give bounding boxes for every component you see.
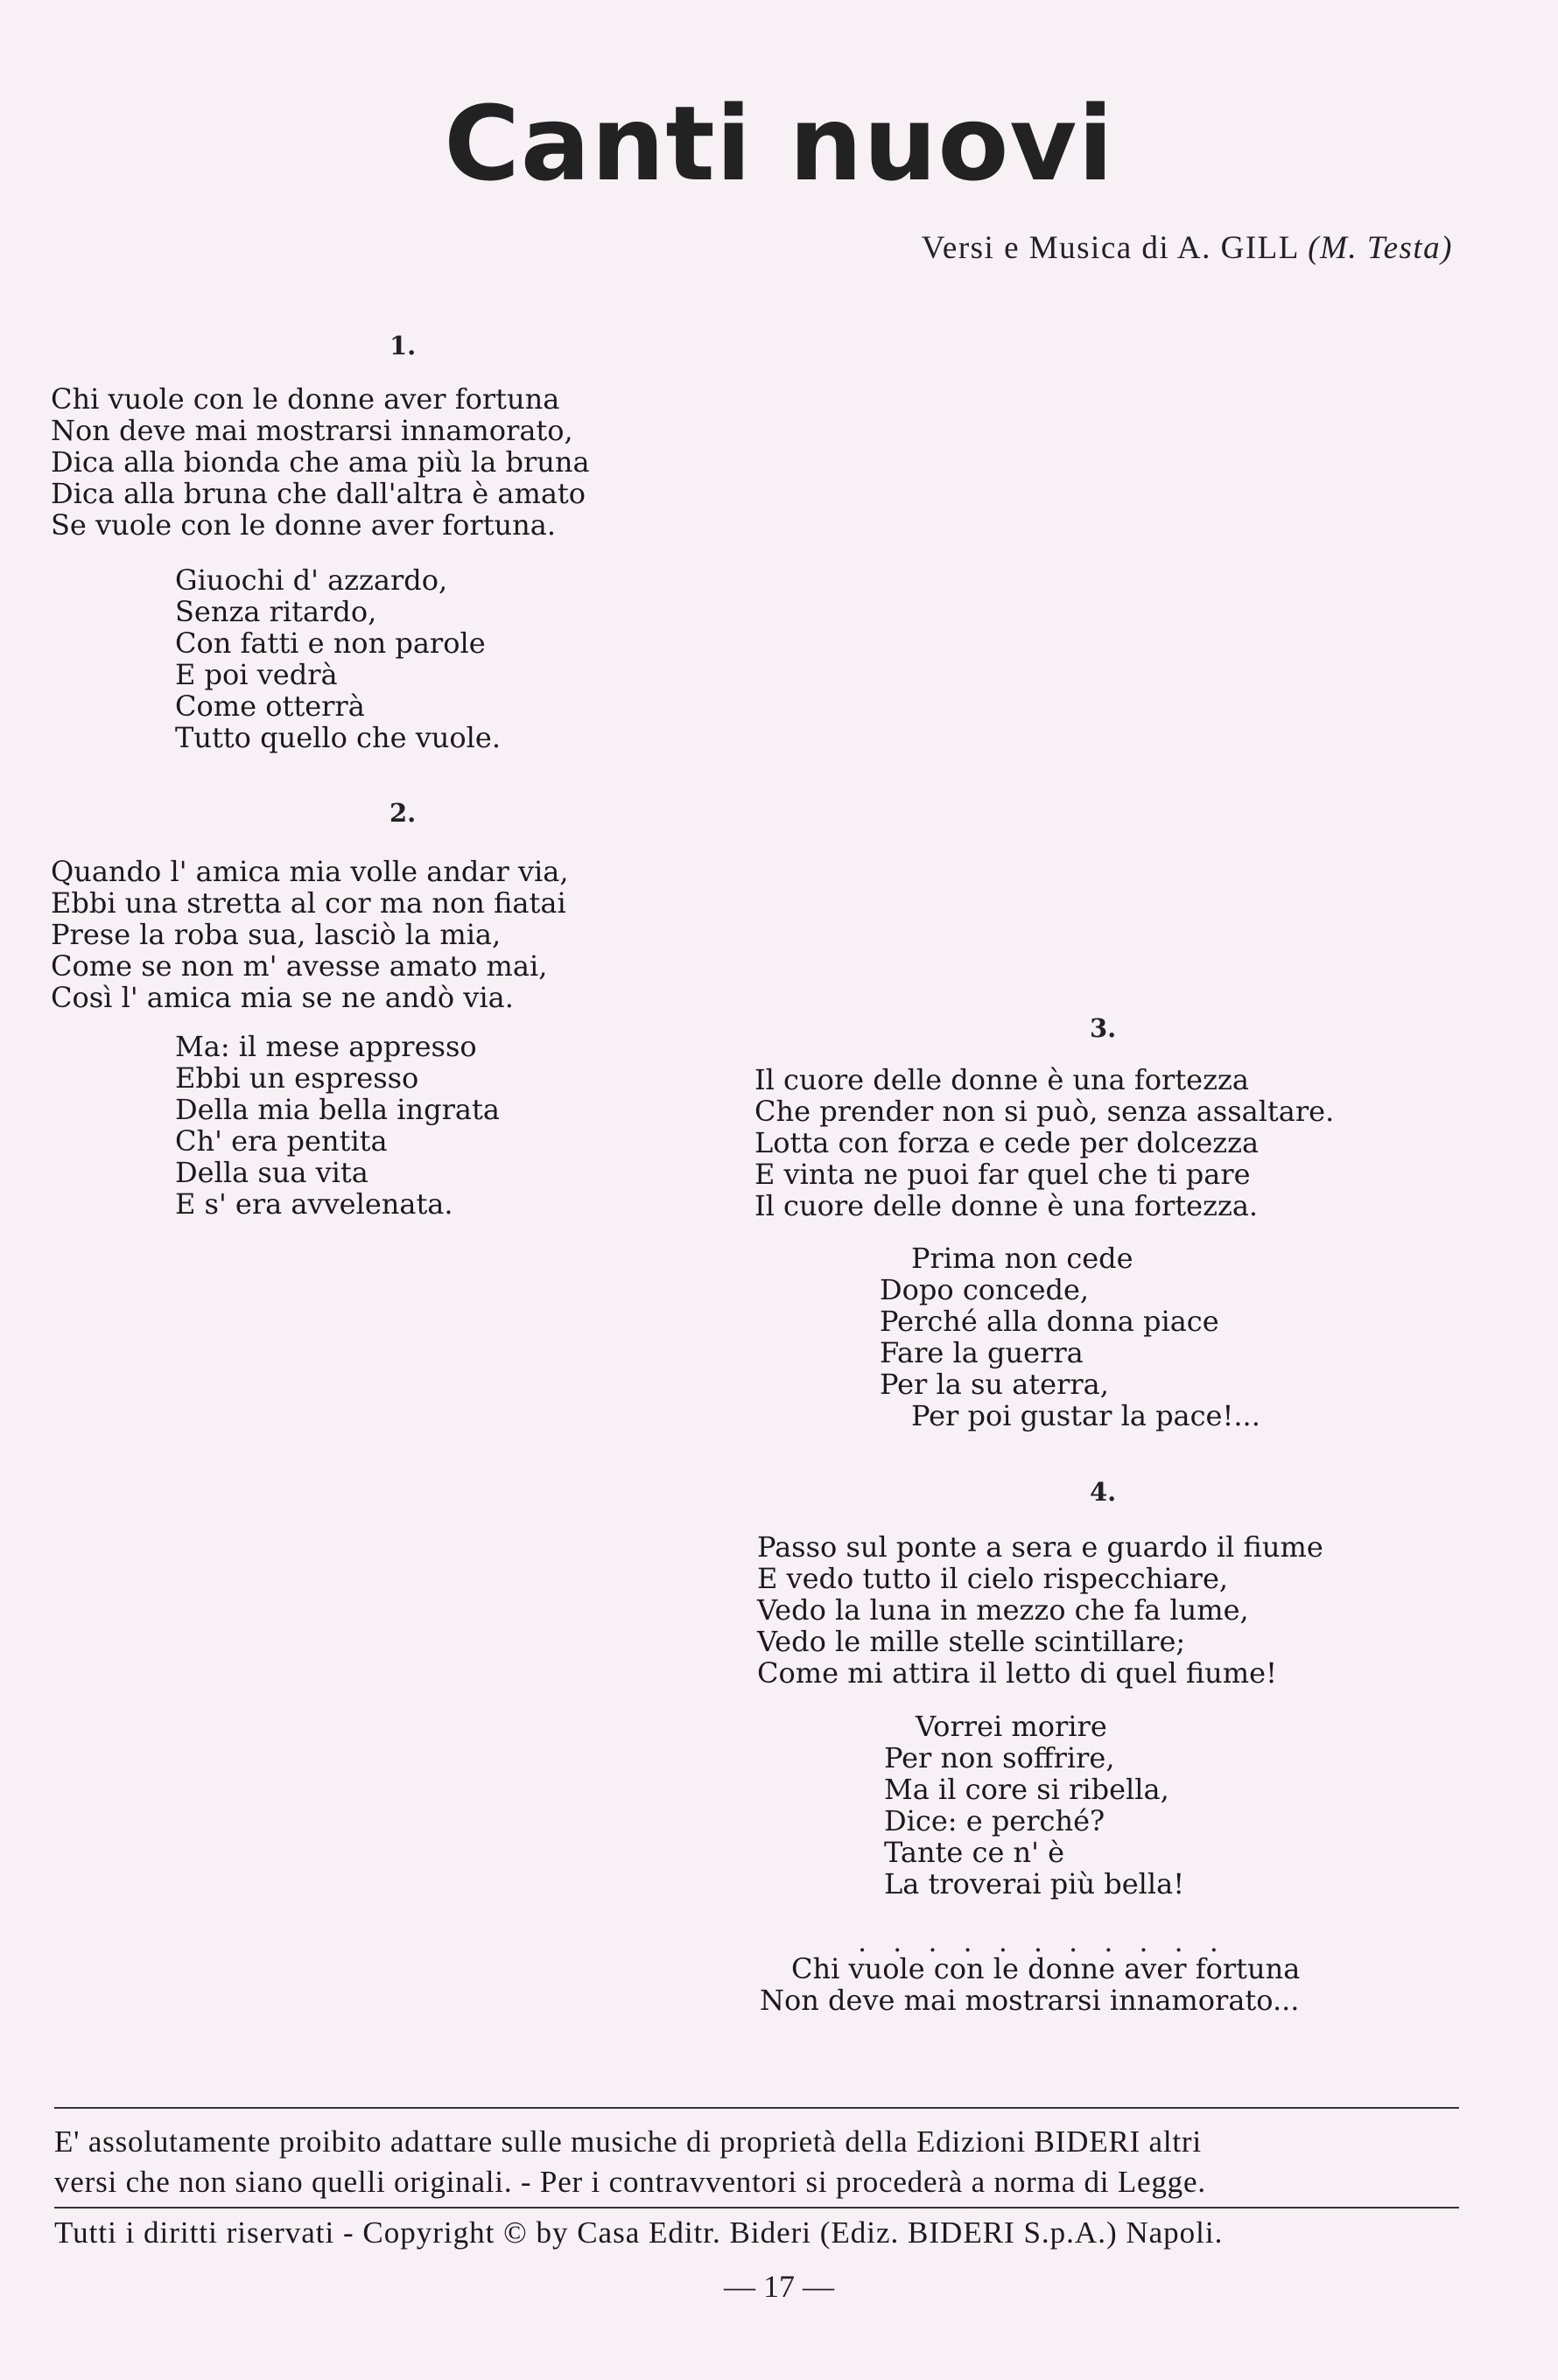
verse-line: Chi vuole con le donne aver fortuna bbox=[51, 382, 560, 416]
section-number-2: 2. bbox=[390, 798, 417, 828]
verse-line: Ebbi una stretta al cor ma non fiatai bbox=[51, 886, 566, 920]
refrain-line: Della mia bella ingrata bbox=[175, 1093, 500, 1126]
verse-line: Dica alla bruna che dall'altra è amato bbox=[51, 477, 586, 510]
footer-top-rule bbox=[54, 2107, 1459, 2109]
refrain-line: Ebbi un espresso bbox=[175, 1061, 419, 1095]
refrain-line: Ma: il mese appresso bbox=[175, 1030, 477, 1063]
verse-line: Passo sul ponte a sera e guardo il fiume bbox=[757, 1530, 1323, 1564]
refrain-line: Della sua vita bbox=[175, 1156, 368, 1189]
refrain-line: La troverai più bella! bbox=[884, 1867, 1185, 1900]
refrain-line: Con fatti e non parole bbox=[175, 626, 486, 660]
refrain-line: Per la su aterra, bbox=[880, 1368, 1109, 1401]
refrain-line: Fare la guerra bbox=[880, 1336, 1084, 1369]
verse-line: Che prender non si può, senza assaltare. bbox=[754, 1095, 1335, 1128]
verse-line: E vinta ne puoi far quel che ti pare bbox=[754, 1158, 1251, 1191]
verse-line: Vedo la luna in mezzo che fa lume, bbox=[757, 1593, 1249, 1627]
verse-line: E vedo tutto il cielo rispecchiare, bbox=[757, 1562, 1229, 1595]
page-number: — 17 — bbox=[724, 2269, 834, 2304]
refrain-3 bbox=[880, 1242, 1260, 1432]
notice-line: versi che non siano quelli originali. - Per i contravventori si procederà a norma di Legge. bbox=[54, 2165, 1206, 2199]
closing-lines bbox=[760, 1953, 1300, 2016]
section-number-3: 3. bbox=[1090, 1013, 1117, 1043]
refrain-line: Come otterrà bbox=[175, 690, 365, 723]
refrain-line: E s' era avvelenata. bbox=[175, 1187, 453, 1221]
notice-line: E' assolutamente proibito adattare sulle musiche di proprietà della Edizioni BIDERI altri bbox=[54, 2124, 1202, 2159]
section-number-1: 1. bbox=[390, 331, 417, 360]
verse-4 bbox=[757, 1531, 1323, 1689]
verse-line: Come mi attira il letto di quel fiume! bbox=[757, 1656, 1277, 1690]
refrain-line: Per poi gustar la pace!... bbox=[911, 1399, 1260, 1432]
verse-line: Vedo le mille stelle scintillare; bbox=[757, 1625, 1186, 1658]
verse-line: Non deve mai mostrarsi innamorato, bbox=[51, 414, 573, 447]
page-title: Canti nuovi bbox=[444, 83, 1114, 204]
verse-line: Il cuore delle donne è una fortezza. bbox=[754, 1189, 1259, 1222]
verse-1 bbox=[51, 383, 590, 541]
refrain-line: Dopo concede, bbox=[880, 1273, 1090, 1306]
verse-line: Così l' amica mia se ne andò via. bbox=[51, 981, 514, 1014]
refrain-2 bbox=[175, 1031, 500, 1220]
refrain-line: E poi vedrà bbox=[175, 658, 338, 691]
section-number-4: 4. bbox=[1090, 1477, 1117, 1507]
verse-2 bbox=[51, 856, 569, 1013]
author-credit bbox=[922, 229, 1453, 267]
closing-line: Non deve mai mostrarsi innamorato... bbox=[760, 1984, 1300, 2017]
verse-3 bbox=[754, 1064, 1334, 1222]
author-pseudonym: (M. Testa) bbox=[1308, 230, 1453, 266]
author-name: Versi e Musica di A. GILL bbox=[921, 230, 1309, 266]
verse-line: Il cuore delle donne è una fortezza bbox=[754, 1063, 1249, 1096]
refrain-line: Ma il core si ribella, bbox=[884, 1773, 1169, 1806]
ellipsis-dots: ........... bbox=[858, 1925, 1245, 1958]
refrain-line: Vorrei morire bbox=[916, 1710, 1107, 1743]
rights-notice bbox=[54, 2122, 1459, 2202]
verse-line: Quando l' amica mia volle andar via, bbox=[51, 855, 569, 888]
refrain-line: Tutto quello che vuole. bbox=[175, 721, 501, 754]
copyright-line: Tutti i diritti riservati - Copyright © by Casa Editr. Bideri (Ediz. BIDERI S.p.A.) Napoli. bbox=[54, 2216, 1224, 2250]
refrain-line: Per non soffrire, bbox=[884, 1741, 1115, 1774]
verse-line: Come se non m' avesse amato mai, bbox=[51, 949, 548, 983]
refrain-line: Senza ritardo, bbox=[175, 595, 377, 628]
verse-line: Lotta con forza e cede per dolcezza bbox=[754, 1126, 1260, 1159]
refrain-line: Tante ce n' è bbox=[884, 1836, 1065, 1869]
closing-line: Chi vuole con le donne aver fortuna bbox=[791, 1952, 1301, 1985]
verse-line: Prese la roba sua, lasciò la mia, bbox=[51, 918, 502, 951]
refrain-line: Ch' era pentita bbox=[175, 1124, 388, 1158]
verse-line: Se vuole con le donne aver fortuna. bbox=[51, 508, 557, 542]
refrain-1 bbox=[175, 564, 501, 753]
refrain-line: Dice: e perché? bbox=[884, 1804, 1105, 1838]
refrain-line: Giuochi d' azzardo, bbox=[175, 564, 448, 597]
verse-line: Dica alla bionda che ama più la bruna bbox=[51, 445, 590, 479]
refrain-4 bbox=[884, 1711, 1184, 1900]
footer-bottom-rule bbox=[54, 2207, 1459, 2208]
refrain-line: Perché alla donna piace bbox=[880, 1305, 1219, 1338]
refrain-line: Prima non cede bbox=[911, 1242, 1133, 1275]
